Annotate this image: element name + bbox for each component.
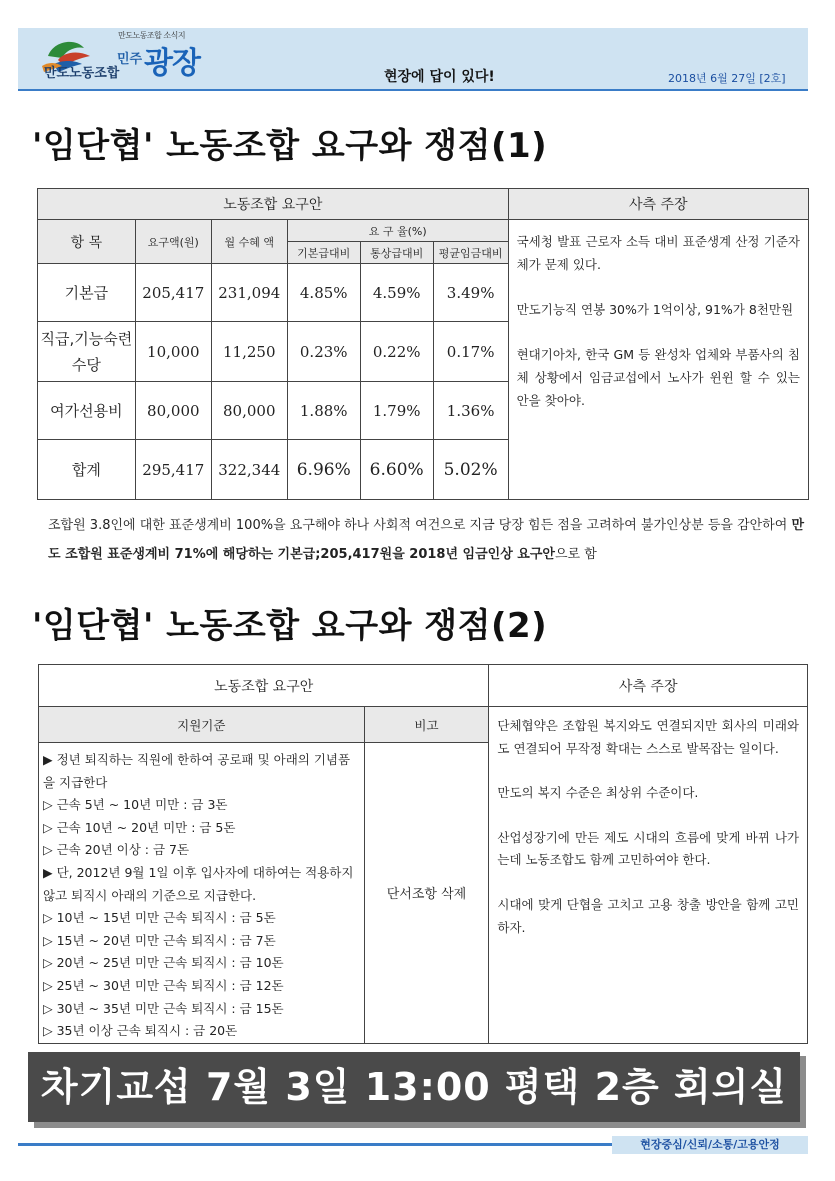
company-claim: 만도의 복지 수준은 최상위 수준이다. [497,785,699,801]
criteria-item: ▷ 35년 이상 근속 퇴직시 : 금 20돈 [43,1023,238,1039]
col-rate-ordinary: 통상급대비 [360,242,433,264]
col-rate: 요 구 율(%) [287,220,508,242]
criteria-item: ▷ 근속 5년 ~ 10년 미만 : 금 3돈 [43,797,228,813]
row-rate-base: 0.23% [287,322,360,382]
criteria-item: ▷ 25년 ~ 30년 미만 근속 퇴직시 : 금 12돈 [43,977,284,993]
criteria-item: ▶ 정년 퇴직하는 직원에 한하여 공로패 및 아래의 기념품을 지급한다 [43,752,351,790]
row-rate-ordinary: 0.22% [360,322,433,382]
row-monthly: 322,344 [211,440,287,500]
col-criteria: 지원기준 [39,707,365,743]
criteria-item: ▶ 단, 2012년 9월 1일 이후 입사자에 대하여는 적용하지 않고 퇴직시 아래의 기준으로 지급한다. [43,864,354,903]
section2-table [38,664,808,1044]
slogan: 현장에 답이 있다! [384,69,495,85]
company-claim: 시대에 맞게 단협을 고치고 고용 창출 방안을 함께 고민하자. [497,896,799,935]
row-rate-avg: 0.17% [433,322,508,382]
next-negotiation-banner: 차기교섭 7월 3일 13:00 평택 2층 회의실 [28,1052,800,1122]
company-claim: 산업성장기에 만든 제도 시대의 흐름에 맞게 바뀌 나가는데 노동조합도 함께 고민하여야 한다. [497,829,799,868]
col-rate-base: 기본급대비 [287,242,360,264]
section2-title: '임단협' 노동조합 요구와 쟁점(2) [32,606,548,646]
desc-highlight: 만도 조합원 표준생계비 71%에 해당하는 기본급;205,417원을 2018년 임금인상 요구안 [48,518,804,562]
desc-text-end: 으로 함 [554,547,597,562]
row-monthly: 11,250 [211,322,287,382]
footer-tagline: 현장중심/신뢰/소통/고용안정 [612,1136,808,1154]
row-item: 여가선용비 [38,382,136,440]
note-cell: 단서조항 삭제 [364,743,489,1044]
row-rate-base: 6.96% [287,440,360,500]
row-amount: 295,417 [135,440,211,500]
company-claim: 만도기능직 연봉 30%가 1억이상, 91%가 8천만원 [516,302,794,317]
brand-subtitle: 만도노동조합 소식지 [118,31,186,40]
criteria-item: ▷ 15년 ~ 20년 미만 근속 퇴직시 : 금 7돈 [43,932,276,948]
criteria-list [39,743,365,1044]
table1-head-company: 사측 주장 [508,189,808,220]
col-rate-avg: 평균임금대비 [433,242,508,264]
row-amount: 80,000 [135,382,211,440]
row-rate-base: 4.85% [287,264,360,322]
company-claim: 현대기아차, 한국 GM 등 완성차 업체와 부품사의 침체 상황에서 임금교섭에서 노사가 윈윈 할 수 있는 안을 찾아야. [516,347,800,408]
criteria-item: ▷ 30년 ~ 35년 미만 근속 퇴직시 : 금 15돈 [43,1000,284,1016]
criteria-item: ▷ 20년 ~ 25년 미만 근속 퇴직시 : 금 10돈 [43,955,284,971]
logo-text: 만도노동조합 [44,66,120,81]
section1-description [48,511,808,569]
brand-minju: 민주 [117,52,143,67]
section1-title: '임단협' 노동조합 요구와 쟁점(1) [32,126,548,166]
row-amount: 10,000 [135,322,211,382]
company-claim: 국세청 발표 근로자 소득 대비 표준생계 산정 기준자체가 문제 있다. [516,234,800,272]
row-monthly: 80,000 [211,382,287,440]
table1-company-claims [508,220,808,500]
table2-head-company: 사측 주장 [489,665,808,707]
company-claim: 단체협약은 조합원 복지와도 연결되지만 회사의 미래와도 연결되어 무작정 확대는 스스로 발목잡는 일이다. [497,718,799,756]
desc-text: 조합원 3.8인에 대한 표준생계비 100%을 요구해야 하나 사회적 여건으로 지금 당장 힘든 점을 고려하여 불가인상분 등을 감안하여 [48,518,792,533]
col-item: 항 목 [38,220,136,264]
row-item: 기본급 [38,264,136,322]
row-rate-ordinary: 4.59% [360,264,433,322]
issue-date: 2018년 6월 27일 [2호] [668,72,786,85]
row-rate-ordinary: 6.60% [360,440,433,500]
criteria-item: ▷ 10년 ~ 15년 미만 근속 퇴직시 : 금 5돈 [43,910,276,926]
row-rate-ordinary: 1.79% [360,382,433,440]
col-monthly: 월 수혜 액 [211,220,287,264]
row-item: 직급,기능숙련 수당 [38,322,136,382]
row-item: 합계 [38,440,136,500]
table1-head-union: 노동조합 요구안 [38,189,509,220]
section1-table [37,188,809,500]
table2-company-claims [489,707,808,1044]
row-rate-avg: 1.36% [433,382,508,440]
col-note: 비고 [364,707,489,743]
table2-head-union: 노동조합 요구안 [39,665,489,707]
row-rate-avg: 5.02% [433,440,508,500]
criteria-item: ▷ 근속 20년 이상 : 금 7돈 [43,842,190,858]
row-rate-avg: 3.49% [433,264,508,322]
col-amount: 요구액(원) [135,220,211,264]
row-monthly: 231,094 [211,264,287,322]
criteria-item: ▷ 근속 10년 ~ 20년 미만 : 금 5돈 [43,819,236,835]
row-amount: 205,417 [135,264,211,322]
brand-name: 광장 [144,46,200,81]
row-rate-base: 1.88% [287,382,360,440]
header-divider [18,89,808,91]
